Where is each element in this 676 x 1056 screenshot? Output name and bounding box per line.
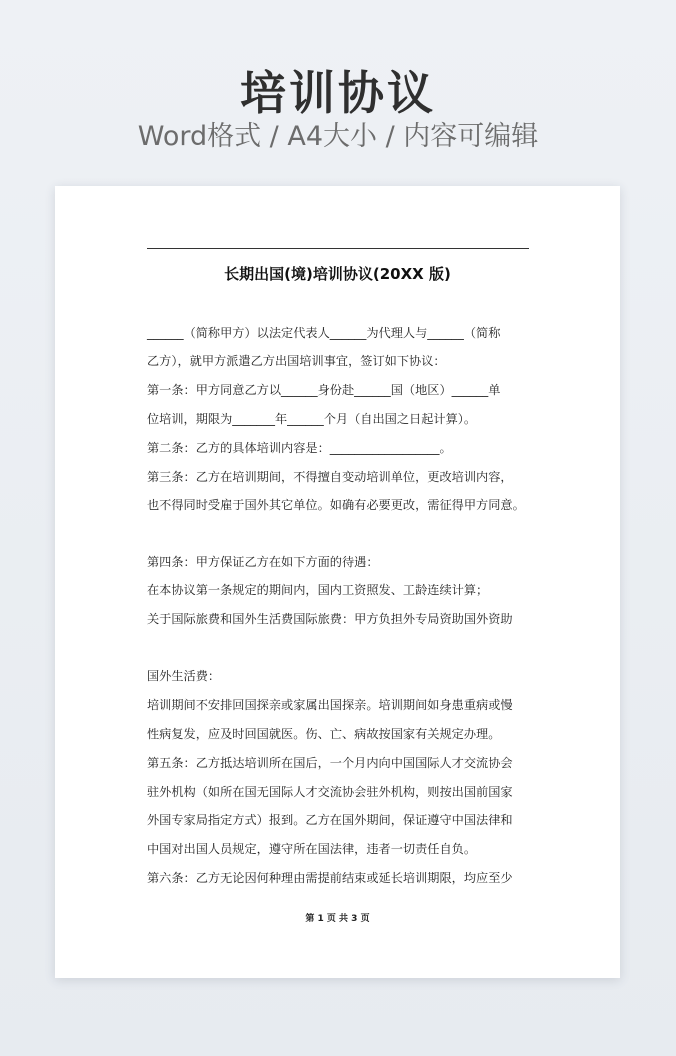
paragraph-line: 中国对出国人员规定，遵守所在国法律，违者一切责任自负。 [147,842,477,856]
paragraph-line: 也不得同时受雇于国外其它单位。如确有必要更改，需征得甲方同意。 [147,498,525,512]
paragraph-line: 培训期间不安排回国探亲或家属出国探亲。培训期间如身患重病或慢 [147,698,513,712]
document-page [55,186,620,978]
document-title: 长期出国(境)培训协议(20XX 版) [224,265,451,283]
paragraph-line: 第二条：乙方的具体培训内容是：__________________。 [147,441,452,455]
paragraph-line: 国外生活费： [147,669,221,683]
paragraph-line: 位培训，期限为_______年______个月（自出国之日起计算）。 [147,412,477,426]
paragraph-line: 第四条：甲方保证乙方在如下方面的待遇： [147,555,379,569]
paragraph-line: 第一条：甲方同意乙方以______身份赴______国（地区）______单 [147,383,501,397]
paragraph-line: 乙方），就甲方派遣乙方出国培训事宜，签订如下协议： [147,354,446,368]
paragraph-line: 性病复发，应及时回国就医。伤、亡、病故按国家有关规定办理。 [147,727,501,741]
paragraph-line: 在本协议第一条规定的期间内，国内工资照发、工龄连续计算； [147,583,489,597]
paragraph-line: 第五条：乙方抵达培训所在国后，一个月内向中国国际人才交流协会 [147,756,513,770]
page-number: 第 1 页 共 3 页 [305,914,370,924]
paragraph-line: 第六条：乙方无论因何种理由需提前结束或延长培训期限，均应至少 [147,871,513,885]
paragraph-line: ______（简称甲方）以法定代表人______为代理人与______（简称 [147,326,501,340]
paragraph-line: 关于国际旅费和国外生活费国际旅费：甲方负担外专局资助国外资助 [147,612,513,626]
paragraph-line: 第三条：乙方在培训期间，不得擅自变动培训单位，更改培训内容， [147,470,513,484]
paragraph-line: 驻外机构（如所在国无国际人才交流协会驻外机构，则按出国前国家 [147,785,513,799]
page-subtitle: Word格式 / A4大小 / 内容可编辑 [137,121,539,152]
page-title: 培训协议 [240,66,436,120]
header-rule [147,248,529,249]
paragraph-line: 外国专家局指定方式）报到。乙方在国外期间，保证遵守中国法律和 [147,813,513,827]
